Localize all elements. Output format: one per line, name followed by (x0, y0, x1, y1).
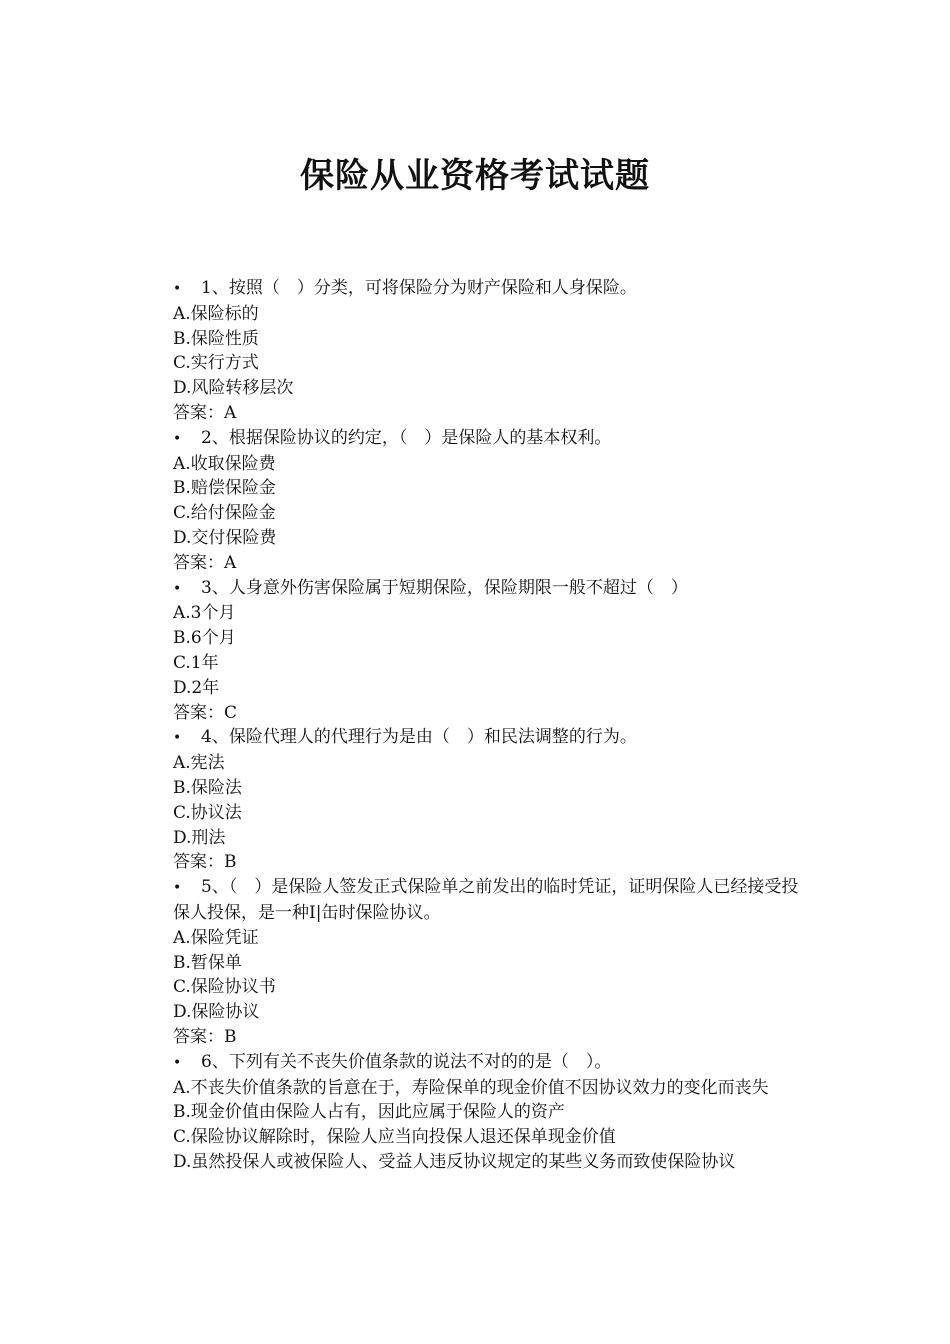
question-text: 5、（ ）是保险人签发正式保险单之前发出的临时凭证，证明保险人已经接受投保人投保，是一种I|缶时保险协议。 (173, 877, 799, 923)
option-b: B.现金价值由保险人占有，因此应属于保险人的资产 (173, 1102, 565, 1123)
option-c: C.保险协议书 (173, 977, 276, 998)
answer: 答案：B (173, 1026, 237, 1047)
option-b: B.6个月 (173, 628, 236, 649)
question-5 (173, 875, 813, 926)
answer: 答案：C (173, 702, 238, 723)
option-a: A.3个月 (173, 603, 236, 624)
option-d: D.虽然投保人或被保险人、受益人违反协议规定的某些义务而致使保险协议 (173, 1151, 736, 1172)
option-c: C.实行方式 (173, 353, 259, 374)
question-text: 1、按照（ ）分类，可将保险分为财产保险和人身保险。 (201, 278, 637, 298)
option-b: B.赔偿保险金 (173, 478, 276, 499)
question-3 (173, 576, 813, 602)
option-d: D.2年 (173, 677, 220, 698)
question-text: 2、根据保险协议的约定，（ ）是保险人的基本权利。 (201, 427, 612, 448)
option-d: D.风险转移层次 (173, 378, 294, 399)
option-c: C.1年 (173, 652, 219, 673)
option-c: C.协议法 (173, 802, 242, 823)
bullet-icon: • (173, 730, 182, 747)
option-a: A.不丧失价值条款的旨意在于，寿险保单的现金价值不因协议效力的变化而丧失 (173, 1077, 769, 1098)
question-text: 6、下列有关不丧失价值条款的说法不对的的是（ ）。 (201, 1051, 612, 1072)
option-b: B.保险法 (173, 777, 242, 798)
option-a: A.保险凭证 (173, 927, 259, 948)
question-text: 3、人身意外伤害保险属于短期保险，保险期限一般不超过（ ） (201, 577, 688, 598)
option-c: C.给付保险金 (173, 503, 276, 524)
option-b: B.暂保单 (173, 952, 242, 973)
bullet-icon: • (173, 580, 182, 597)
option-d: D.保险协议 (173, 1002, 260, 1023)
question-text: 4、保险代理人的代理行为是由（ ）和民法调整的行为。 (201, 727, 637, 748)
option-a: A.收取保险费 (173, 453, 276, 474)
option-a: A.宪法 (173, 753, 225, 774)
option-a: A.保险标的 (173, 303, 259, 324)
bullet-icon: • (173, 1054, 182, 1071)
answer: 答案：B (173, 852, 237, 873)
question-1 (173, 276, 813, 302)
option-d: D.交付保险费 (173, 527, 277, 548)
answer: 答案：A (173, 402, 237, 423)
bullet-icon: • (173, 430, 182, 447)
answer: 答案：A (173, 552, 237, 573)
option-d: D.刑法 (173, 827, 226, 848)
question-2 (173, 426, 813, 452)
bullet-icon: • (173, 281, 182, 297)
bullet-icon: • (173, 880, 182, 897)
question-list (173, 276, 813, 1175)
question-6 (173, 1050, 813, 1076)
page-title: 保险从业资格考试试题 (300, 156, 650, 196)
option-b: B.保险性质 (173, 328, 259, 349)
question-4 (173, 725, 813, 751)
option-c: C.保险协议解除时，保险人应当向投保人退还保单现金价值 (173, 1127, 616, 1148)
